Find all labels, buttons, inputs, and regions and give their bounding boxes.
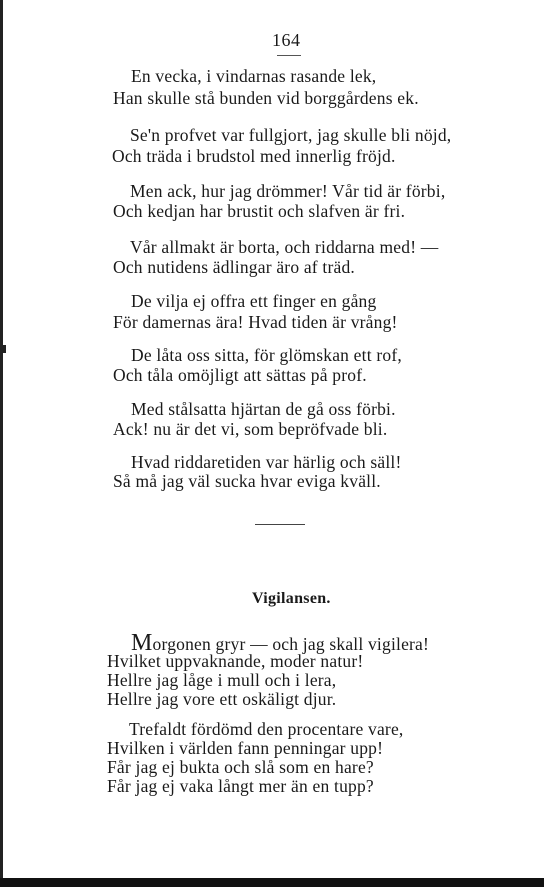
poem-line: Ack! nu är det vi, som bepröfvade bli. — [113, 419, 388, 439]
poem-line: Trefaldt fördömd den procentare vare, — [129, 719, 404, 739]
poem-line: Så må jag väl sucka hvar eviga kväll. — [113, 471, 381, 491]
poem-line: Hvilken i världen fann penningar upp! — [107, 738, 384, 758]
poem-line: Får jag ej bukta och slå som en hare? — [107, 757, 374, 777]
page-number-rule — [277, 55, 301, 56]
poem-line: Hvilket uppvaknande, moder natur! — [107, 651, 364, 671]
poem-first-line-text: orgonen gryr — och jag skall vigilera! — [152, 634, 430, 654]
poem-line: Och kedjan har brustit och slafven är fri. — [113, 201, 406, 221]
page-bottom-edge — [0, 878, 544, 887]
poem-line: För damernas ära! Hvad tiden är vrång! — [113, 312, 398, 332]
section-separator — [255, 524, 305, 525]
poem-title: Vigilansen. — [252, 590, 331, 607]
poem-line: Hellre jag låge i mull och i lera, — [107, 670, 337, 690]
poem-line: Han skulle stå bunden vid borggårdens ek. — [113, 88, 419, 108]
scan-speck — [2, 345, 6, 353]
poem-line: En vecka, i vindarnas rasande lek, — [131, 66, 377, 86]
drop-cap: M — [131, 630, 153, 656]
poem-line: Och nutidens ädlingar äro af träd. — [113, 257, 355, 277]
poem-line: Men ack, hur jag drömmer! Vår tid är förbi, — [130, 181, 446, 201]
poem-line: Se'n profvet var fullgjort, jag skulle bli nöjd, — [130, 125, 452, 145]
page-right-margin — [534, 0, 544, 887]
poem-line: De låta oss sitta, för glömskan ett rof, — [131, 345, 402, 365]
poem-line: Vår allmakt är borta, och riddarna med! — — [130, 237, 439, 257]
poem-line: Får jag ej vaka långt mer än en tupp? — [107, 776, 374, 796]
poem-line: Hvad riddaretiden var härlig och säll! — [131, 452, 402, 472]
page-number: 164 — [272, 30, 301, 50]
poem-line: De vilja ej offra ett finger en gång — [131, 291, 377, 311]
poem-line: Och träda i brudstol med innerlig fröjd. — [112, 146, 396, 166]
poem-line: Hellre jag vore ett oskäligt djur. — [107, 689, 337, 709]
poem-line: Med stålsatta hjärtan de gå oss förbi. — [131, 399, 396, 419]
poem-line: Och tåla omöjligt att sättas på prof. — [113, 365, 367, 385]
page-left-edge — [0, 0, 3, 887]
